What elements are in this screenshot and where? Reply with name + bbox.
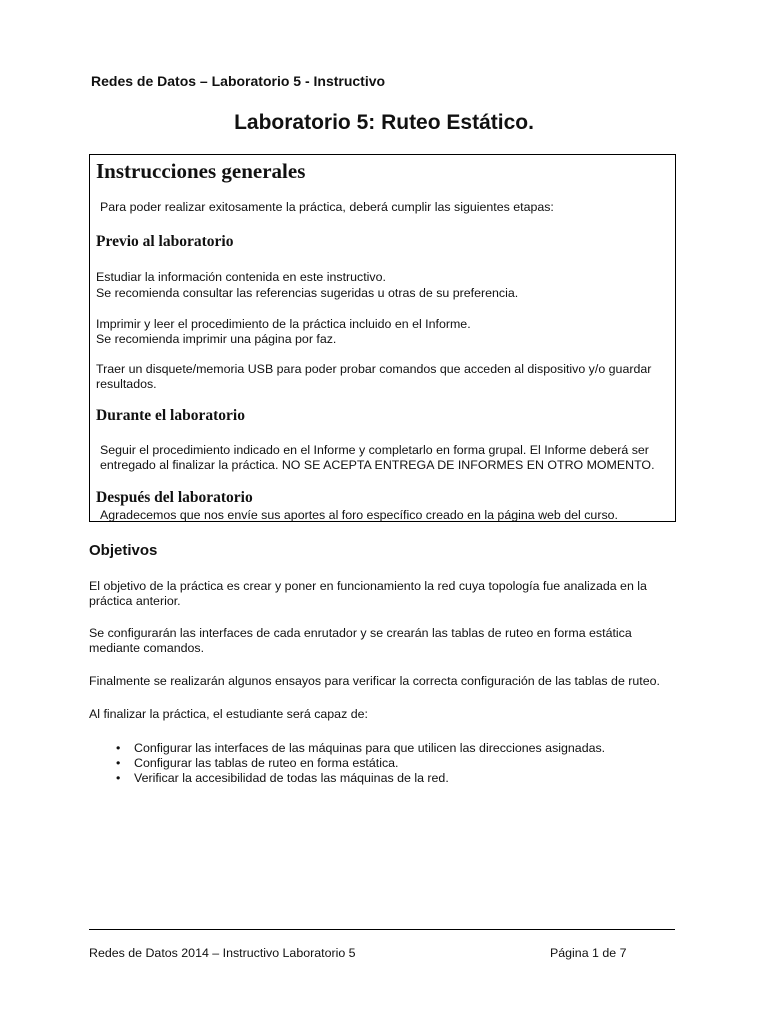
paragraph-line: Al finalizar la práctica, el estudiante será capaz de: (89, 707, 368, 721)
footer-document-label: Redes de Datos 2014 – Instructivo Laboratorio 5 (89, 946, 356, 960)
instructions-intro: Para poder realizar exitosamente la práctica, deberá cumplir las siguientes etapas: (100, 200, 554, 214)
bullet-icon: • (116, 741, 121, 755)
paragraph-line: práctica anterior. (89, 594, 181, 608)
before-lab-line: Se recomienda consultar las referencias sugeridas u otras de su preferencia. (96, 286, 519, 300)
list-item-text: Verificar la accesibilidad de todas las máquinas de la red. (134, 771, 449, 785)
list-item-text: Configurar las interfaces de las máquinas para que utilicen las direcciones asignadas. (134, 741, 606, 755)
objectives-paragraph (89, 626, 678, 656)
after-lab-line: Agradecemos que nos envíe sus aportes al foro específico creado en la página web del curso. (100, 508, 618, 522)
before-lab-line: Se recomienda imprimir una página por faz. (96, 332, 337, 346)
before-lab-line: Traer un disquete/memoria USB para poder probar comandos que acceden al dispositivo y/o guardar (96, 362, 652, 376)
bullet-icon: • (116, 771, 121, 785)
before-lab-line: resultados. (96, 377, 157, 391)
before-lab-heading: Previo al laboratorio (96, 233, 234, 250)
list-item (89, 756, 605, 771)
bullet-icon: • (116, 756, 121, 770)
before-lab-line: Imprimir y leer el procedimiento de la práctica incluido en el Informe. (96, 317, 471, 331)
during-lab-heading: Durante el laboratorio (96, 407, 245, 424)
list-item (89, 741, 605, 756)
after-lab-heading: Después del laboratorio (96, 489, 253, 506)
paragraph-line: Se configurarán las interfaces de cada enrutador y se crearán las tablas de ruteo en forma estática (89, 626, 632, 640)
objectives-bullet-list (89, 741, 605, 786)
instructions-box (89, 154, 676, 522)
instructions-heading: Instrucciones generales (96, 159, 306, 183)
paragraph-line: Finalmente se realizarán algunos ensayos para verificar la correcta configuración de las tablas de ruteo. (89, 674, 660, 688)
running-header: Redes de Datos – Laboratorio 5 - Instructivo (91, 73, 386, 89)
document-title: Laboratorio 5: Ruteo Estático. (234, 111, 534, 134)
before-lab-line: Estudiar la información contenida en este instructivo. (96, 270, 386, 284)
during-lab-line: Seguir el procedimiento indicado en el Informe y completarlo en forma grupal. El Informe deberá ser (100, 443, 649, 457)
paragraph-line: El objetivo de la práctica es crear y poner en funcionamiento la red cuya topología fue analizada en la (89, 579, 647, 593)
objectives-heading: Objetivos (89, 542, 158, 559)
footer-page-number: Página 1 de 7 (550, 946, 627, 960)
objectives-paragraph (89, 674, 678, 689)
during-lab-line: entregado al finalizar la práctica. NO SE ACEPTA ENTREGA DE INFORMES EN OTRO MOMENTO. (100, 458, 655, 472)
list-item-text: Configurar las tablas de ruteo en forma estática. (134, 756, 399, 770)
footer-divider (89, 929, 675, 930)
list-item (89, 771, 605, 786)
paragraph-line: mediante comandos. (89, 641, 205, 655)
objectives-paragraph (89, 579, 678, 609)
objectives-paragraph (89, 707, 678, 722)
